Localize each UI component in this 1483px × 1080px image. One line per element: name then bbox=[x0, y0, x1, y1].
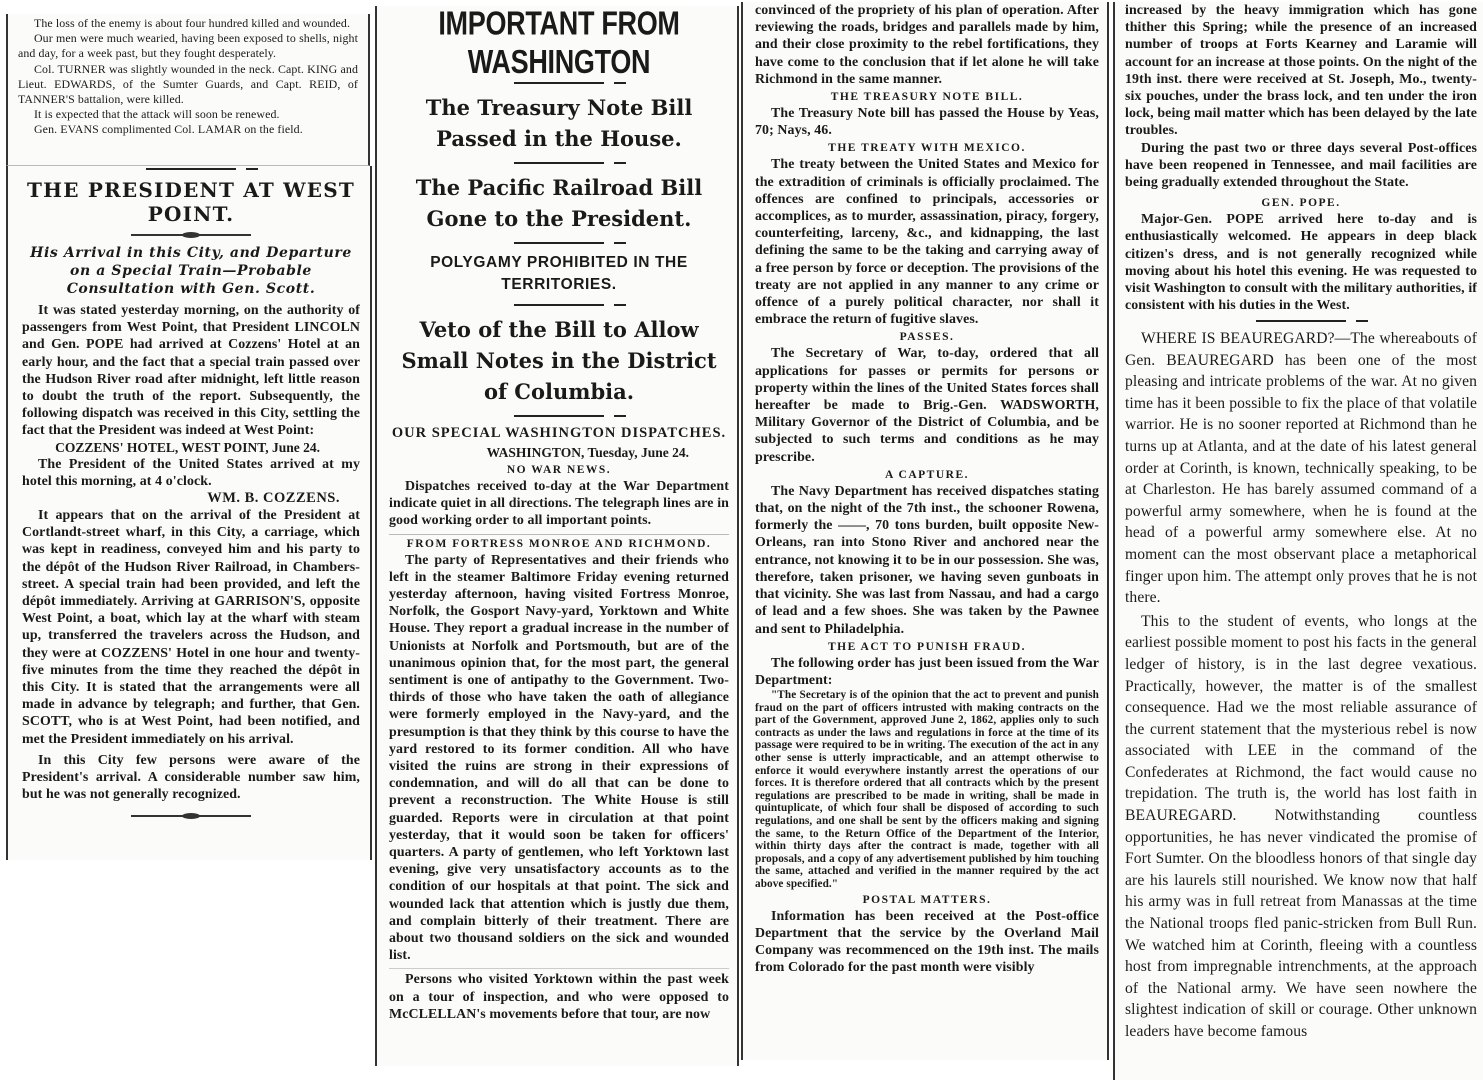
editorial-lead-in: WHERE IS BEAUREGARD? bbox=[1141, 330, 1335, 347]
paragraph: The President of the United States arrived at my hotel this morning, at 4 o'clock. bbox=[22, 456, 360, 489]
subhead: POSTAL MATTERS. bbox=[862, 893, 992, 906]
paragraph: The following order has just been issued from the War Department: bbox=[755, 655, 1099, 688]
subheadline: His Arrival in this City, and Departure on a Special Train—Probable Consultation with Gen. Scott. bbox=[30, 245, 352, 297]
divider bbox=[514, 162, 604, 164]
quoted-order: "The Secretary is of the opinion that the act to prevent and punish fraud on the part of officers intrusted with making contracts on the part of the Government, approved June 2, 1862, applies only to such contracts as under the laws and regulations in force at the time of its passage were required to be in writing. The execution of the act in any other sense is utterly impracticable, and an attempt otherwise to enforce it would everywhere instantly arrest the operations of our forces. It is therefore ordered that all contracts which by the present regulations are prescribed to be made in writing, shall be made in quintuplicate, of which four shall be disposed of according to such regulations, and one shall be sent by the officers making and signing the same, to the Return Office of the Department of the Interior, within thirty days after the contract is made, together with all proposals, and a copy of any advertisement published by him touching the same, attached and verified in the manner required by the act above specified." bbox=[755, 689, 1099, 891]
ornamental-divider bbox=[131, 815, 251, 817]
paragraph: Gen. EVANS complimented Col. LAMAR on the field. bbox=[34, 122, 303, 137]
headline: THE PRESIDENT AT WEST POINT. bbox=[27, 178, 355, 226]
column-1 bbox=[0, 0, 372, 1080]
clip-washington-continued bbox=[741, 2, 1109, 1060]
paragraph: convinced of the propriety of his plan of operation. After reviewing the roads, bridges and parallels made by him, and their close proximity to the rebel fortifications, they have come to the conclusion that if let alone he will take Richmond in the same manner. bbox=[755, 3, 1099, 87]
subhead: NO WAR NEWS. bbox=[506, 464, 612, 476]
deck: POLYGAMY PROHIBITED IN THE TERRITORIES. bbox=[430, 254, 688, 293]
clip-president-west-point bbox=[6, 166, 372, 860]
paragraph: The Navy Department has received dispatches stating that, on the night of the 7th inst., the schooner Rowena, formerly the ——, 70 tons burden, built opposite New-Orleans, ran into Stono River and anchored near the entrance, not knowing it to be in our possession. She was, therefore, taken prisoner, we having seven gunboats in that vicinity. She was last from Nassau, and had a cargo of lead and a few shoes. She was taken by the Pawnee and sent to Philadelphia. bbox=[755, 483, 1099, 637]
paragraph: Our men were much wearied, having been exposed to shells, night and day, for a week past, but they fought desperately. bbox=[18, 31, 358, 61]
paragraph: Information has been received at the Post-office Department that the service by the Overland Mail Company was recommenced on the 19th inst. The mails from Colorado for the past month were visibly bbox=[755, 908, 1099, 976]
subhead: A CAPTURE. bbox=[884, 468, 969, 481]
divider bbox=[389, 534, 729, 535]
subhead: THE TREASURY NOTE BILL. bbox=[830, 91, 1024, 104]
divider bbox=[514, 242, 604, 244]
divider bbox=[514, 82, 604, 84]
paragraph: The Treasury Note bill has passed the House by Yeas, 70; Nays, 46. bbox=[755, 106, 1099, 139]
paragraph: During the past two or three days several Post-offices have been reopened in Tennessee, and mail facilities are being gradually extended throughout the State. bbox=[1125, 140, 1477, 191]
paragraph: The treaty between the United States and Mexico for the extradition of criminals is officially proclaimed. The offences are confined to principals, accessories or accomplices, as to murder, assassination, piracy, forgery, counterfeiting, larceny, &c., and kidnapping, the last defining the same to be the taking and carrying away of a free person by force or deception. The provisions of the treaty are not applied in any manner to any crime or offence of a purely political character, nor shall it embrace the return of fugitive slaves. bbox=[755, 157, 1099, 328]
paragraph: The party of Representatives and their friends who left in the steamer Baltimore Friday evening returned yesterday afternoon, having visited Fortress Monroe, Norfolk, the Gosport Navy-yard, Yorktown and White House. They report a gradual increase in the number of Unionists at Norfolk and Portsmouth, but are of the unanimous opinion that, for the most part, the general sentiment is one of antipathy to the Government. Two-thirds of those who have taken the oath of allegiance were formerly employed in the Navy-yard, and the presumption is that they think by this course to have the yard restored to its former condition. All who have visited the ruins are strong in their expressions of condemnation, and will do all that can be done to prevent a reconstruction. The White House is still guarded. Reports were in circulation at that point yesterday, that it would soon be taken for officers' quarters. A party of gentlemen, who left Yorktown last evening, give very unsatisfactory accounts as to the condition of our hospitals at that point. The sick and wounded lack that attention which is justly due them, and complain bitterly of their treatment. There are about two thousand soldiers on the sick and wounded list. bbox=[389, 552, 729, 964]
editorial-paragraph: This to the student of events, who longs at the earliest possible moment to post his facts in the general ledger of history, is in the last degree vexatious. Practically, however, the matter is of the smallest consequence. Had we the most reliable assurance of the current statement that the mysterious rebel is now associated with LEE in the command of the Confederates at Richmond, the fact would cause no trepidation. The truth is, the world has lost faith in BEAUREGARD. Notwithstanding countless opportunities, he has never vindicated the promise of Fort Sumter. On the bloodless honors of that single day are his laurels still nourished. We know now that half his army was in full retreat from Manassas at the time the National troops fled panic-stricken from Bull Run. We watched him at Corinth, fleeing with a countless host from impregnable intrenchments, at the approach of the National army. We have seen nowhere the slightest indication of skill or courage. Other unknown leaders have become famous bbox=[1125, 612, 1477, 1040]
divider bbox=[1256, 320, 1346, 322]
paragraph: The loss of the enemy is about four hundred killed and wounded. bbox=[34, 16, 351, 30]
editorial-paragraph bbox=[1125, 328, 1477, 609]
divider bbox=[514, 304, 604, 306]
section-head: OUR SPECIAL WASHINGTON DISPATCHES. bbox=[391, 425, 727, 441]
ornamental-divider bbox=[131, 234, 251, 236]
subhead: GEN. POPE. bbox=[1261, 197, 1341, 210]
subhead: THE ACT TO PUNISH FRAUD. bbox=[828, 640, 1026, 653]
column-3 bbox=[741, 0, 1111, 1080]
subhead: PASSES. bbox=[899, 331, 955, 344]
paragraph: It was stated yesterday morning, on the authority of passengers from West Point, that President LINCOLN and Gen. POPE had arrived at Cozzens' Hotel at an early hour, and the fact that a special train passed over the Hudson River road after midnight, left little reason to doubt the truth of the report. Subsequently, the following dispatch was received in this City, settling the fact that the President was indeed at West Point: bbox=[22, 303, 360, 439]
editorial-text: —The whereabouts of Gen. BEAUREGARD has been one of the most pleasing and intricate problems of the war. At no given time has it been possible to fix the place of that volatile warrior. He is no sooner reported at Richmond than he turns up at Atlanta, and at the date of his latest general order at Corinth, is known, technically speaking, to be at Charleston. He has barely assumed command of a powerful army somewhere, when he is found at the head of a powerful army somewhere else. At no moment can the most observant place a metaphorical finger upon him. The attempt only proves that he is not there. bbox=[1125, 330, 1477, 607]
clip-postal-and-pope bbox=[1113, 2, 1483, 328]
paragraph: It is expected that the attack will soon be renewed. bbox=[34, 107, 280, 122]
clip-battle-report bbox=[6, 14, 370, 166]
paragraph: The Secretary of War, to-day, ordered that all applications for passes or permits for persons or property within the lines of the United States forces shall hereafter be made to Brig.-Gen. WADSWORTH, Military Governor of the District of Columbia, and be subjected to such terms and conditions as he may prescribe. bbox=[755, 346, 1099, 465]
paragraph: It appears that on the arrival of the President at Cortlandt-street wharf, in this City, a carriage, which was kept in readiness, conveyed him and his party to the dépôt of the Hudson River Railroad, in Chambers-street. A special train had been provided, and left the dépôt immediately. Arriving at GARRISON'S, opposite West Point, a boat, which lay at the wharf with steam up, transferred the travelers across the Hudson, and they were at COZZENS' Hotel in one hour and twenty-five minutes from the time they reached the dépôt in this City. It is stated that the arrangements were all made in advance by telegraph; and further, that Gen. SCOTT, who is at West Point, had been notified, and met the President immediately on his arrival. bbox=[22, 508, 360, 747]
paragraph: Col. TURNER was slightly wounded in the neck. Capt. KING and Lieut. EDWARDS, of the Sumter Guards, and Capt. REID, of TANNER'S battalion, were killed. bbox=[18, 61, 358, 107]
dateline: WASHINGTON, Tuesday, June 24. bbox=[486, 445, 689, 460]
paragraph: Dispatches received to-day at the War Department indicate quiet in all directions. The telegraph lines are in good working order to all important points. bbox=[389, 479, 729, 529]
divider bbox=[146, 168, 236, 170]
headline: IMPORTANT FROM WASHINGTON bbox=[438, 4, 680, 81]
deck: The Pacific Railroad Bill Gone to the President. bbox=[415, 175, 703, 231]
subhead: FROM FORTRESS MONROE AND RICHMOND. bbox=[406, 537, 712, 550]
deck: Veto of the Bill to Allow Small Notes in the District of Columbia. bbox=[401, 317, 717, 404]
paragraph: increased by the heavy immigration which has gone thither this Spring; while the presence of an increased number of troops at Forts Kearney and Laramie will account for an increase at those points. On the night of the 19th inst. there were received at St. Joseph, Mo., twenty-six pouches, under the brass lock, and ten under the iron lock, being mail matter which has been delayed by the late troubles. bbox=[1125, 3, 1477, 139]
divider bbox=[389, 968, 729, 969]
dateline: COZZENS' HOTEL, WEST POINT, June 24. bbox=[55, 439, 320, 455]
paragraph: Persons who visited Yorktown within the past week on a tour of inspection, and who were opposed to McCLELLAN's movements before that tour, are now bbox=[389, 972, 729, 1022]
column-2 bbox=[375, 0, 739, 1080]
clip-where-is-beauregard bbox=[1113, 328, 1483, 1080]
paragraph: Major-Gen. POPE arrived here to-day and is enthusiastically welcomed. He appears in deep black citizen's dress, and is not generally recognized while moving about his hotel this evening. He was requested to visit Washington to consult with the military authorities, if consistent with his duties in the West. bbox=[1125, 212, 1477, 314]
subhead: THE TREATY WITH MEXICO. bbox=[828, 142, 1026, 155]
paragraph: In this City few persons were aware of the President's arrival. A considerable number saw him, but he was not generally recognized. bbox=[22, 752, 360, 803]
column-4 bbox=[1113, 0, 1483, 1080]
clip-important-from-washington bbox=[375, 6, 739, 1066]
deck: The Treasury Note Bill Passed in the House. bbox=[425, 95, 693, 151]
divider bbox=[514, 415, 604, 417]
signature: WM. B. COZZENS. bbox=[207, 490, 340, 507]
